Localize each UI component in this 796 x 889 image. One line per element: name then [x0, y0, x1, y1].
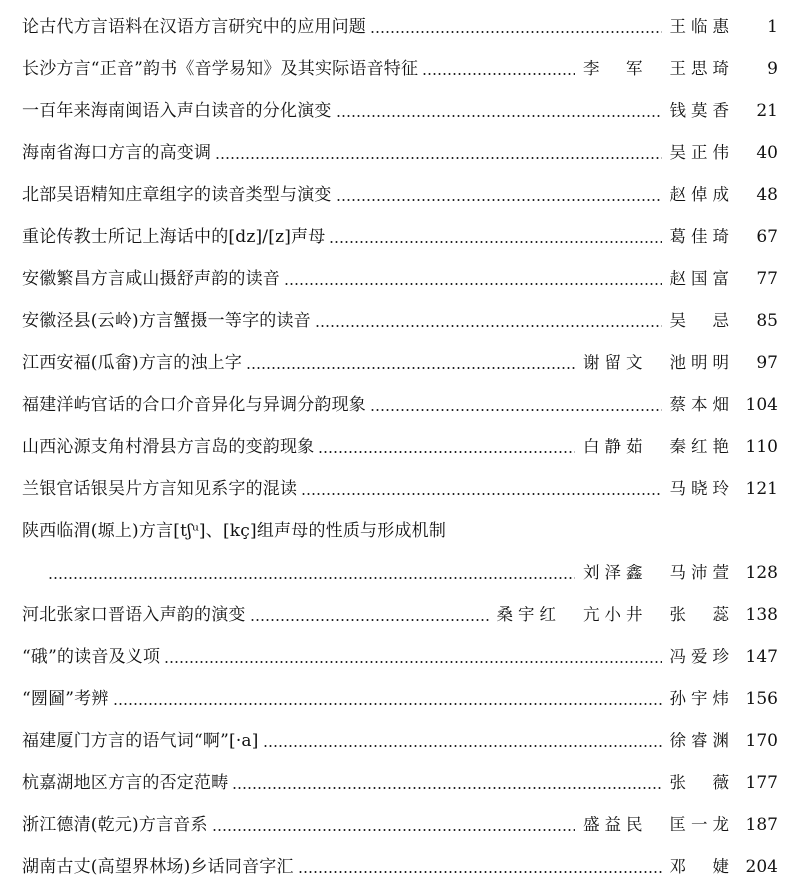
- page-number: 156: [745, 689, 778, 709]
- toc-entry: [22, 300, 778, 342]
- dot-leader: [246, 367, 575, 369]
- author-name: 池明明: [669, 353, 734, 372]
- author-name: 张 蕊: [669, 605, 734, 624]
- author-name: 谢留文: [583, 353, 648, 372]
- author-list: [583, 56, 734, 82]
- author-list: [497, 602, 735, 628]
- author-name: 钱莫香: [669, 101, 734, 120]
- author-name: 徐睿渊: [669, 731, 734, 750]
- author-list: [670, 14, 735, 40]
- toc-entry-row: [22, 392, 778, 418]
- toc-entry-row: [22, 140, 778, 166]
- author-list: [670, 224, 735, 250]
- author-name: 吴 忌: [669, 311, 734, 330]
- toc-entry-row: [22, 644, 778, 670]
- page-number: 121: [745, 479, 778, 499]
- author-name: 邓 婕: [669, 857, 734, 876]
- article-title: “硪”的读音及义项: [22, 647, 161, 667]
- dot-leader: [336, 199, 662, 201]
- page-number: 147: [745, 647, 778, 667]
- page-number: 138: [745, 605, 778, 625]
- toc-entry-row: [22, 98, 778, 124]
- dot-leader: [370, 31, 662, 33]
- page-number: 187: [745, 815, 778, 835]
- toc-entry-row: [22, 602, 778, 628]
- dot-leader: [48, 577, 575, 579]
- author-name: 吴正伟: [669, 143, 734, 162]
- dot-leader: [315, 325, 662, 327]
- toc-entry: [22, 216, 778, 258]
- page-number: 128: [745, 563, 778, 583]
- toc-entry-row: [22, 56, 778, 82]
- dot-leader: [284, 283, 662, 285]
- article-title: 一百年来海南闽语入声白读音的分化演变: [22, 101, 332, 121]
- dot-leader: [263, 745, 662, 747]
- article-title: 陕西临渭(塬上)方言[tʃᵘ]、[kç]组声母的性质与形成机制: [22, 521, 447, 541]
- article-title: 河北张家口晋语入声韵的演变: [22, 605, 246, 625]
- toc-entry-row: [22, 14, 778, 40]
- toc-entry: [22, 594, 778, 636]
- author-name: 葛佳琦: [669, 227, 734, 246]
- author-name: 张 薇: [669, 773, 734, 792]
- dot-leader: [232, 787, 661, 789]
- dot-leader: [250, 619, 489, 621]
- article-title: 长沙方言“正音”韵书《音学易知》及其实际语音特征: [22, 59, 419, 79]
- toc-entry: [22, 258, 778, 300]
- dot-leader: [422, 73, 575, 75]
- author-name: 冯爱珍: [669, 647, 734, 666]
- author-list: [670, 854, 735, 880]
- toc-entry: [22, 636, 778, 678]
- toc-entry: [22, 174, 778, 216]
- toc-entry: [22, 132, 778, 174]
- toc-entry-row: [22, 350, 778, 376]
- toc-entry-row: [22, 182, 778, 208]
- toc-entry: [22, 678, 778, 720]
- article-title: 安徽泾县(云岭)方言蟹摄一等字的读音: [22, 311, 311, 331]
- dot-leader: [298, 871, 662, 873]
- author-name: 秦红艳: [669, 437, 734, 456]
- article-title: 重论传教士所记上海话中的[dz]/[z]声母: [22, 227, 326, 247]
- author-list: [670, 644, 735, 670]
- page-number: 67: [756, 227, 778, 247]
- article-title: 江西安福(瓜畲)方言的浊上字: [22, 353, 243, 373]
- author-name: 刘泽鑫: [583, 563, 648, 582]
- author-list: [670, 476, 735, 502]
- author-name: 李 军: [583, 59, 648, 78]
- toc-entry: [22, 552, 778, 594]
- toc-entry-row: [44, 560, 778, 586]
- toc-entry-row: [22, 308, 778, 334]
- article-title: 论古代方言语料在汉语方言研究中的应用问题: [22, 17, 366, 37]
- dot-leader: [212, 829, 575, 831]
- page-number: 1: [767, 17, 778, 37]
- author-name: 赵倬成: [669, 185, 734, 204]
- author-name: 赵国富: [669, 269, 734, 288]
- article-title: 杭嘉湖地区方言的否定范畴: [22, 773, 229, 793]
- dot-leader: [113, 703, 662, 705]
- author-list: [670, 308, 735, 334]
- dot-leader: [336, 115, 662, 117]
- author-list: [670, 98, 735, 124]
- toc-entry: [22, 6, 778, 48]
- article-title: “圐圙”考辨: [22, 689, 109, 709]
- author-list: [670, 140, 735, 166]
- page-number: 170: [745, 731, 778, 751]
- toc-entry: [22, 762, 778, 804]
- toc-entry-row: [22, 224, 778, 250]
- author-name: 马沛萱: [669, 563, 734, 582]
- article-title: 海南省海口方言的高变调: [22, 143, 212, 163]
- toc-entry-row: [22, 812, 778, 838]
- author-list: [670, 728, 735, 754]
- dot-leader: [164, 661, 661, 663]
- toc-entry: [22, 468, 778, 510]
- toc-entry: [22, 846, 778, 888]
- toc-entry-row: [22, 518, 778, 544]
- toc-entry-row: [22, 266, 778, 292]
- toc-entry-row: [22, 476, 778, 502]
- toc-entry-row: [22, 770, 778, 796]
- author-list: [583, 560, 734, 586]
- author-name: 白静茹: [583, 437, 648, 456]
- dot-leader: [301, 493, 661, 495]
- toc-entry-row: [22, 854, 778, 880]
- page-number: 40: [756, 143, 778, 163]
- author-list: [670, 392, 735, 418]
- page-number: 204: [745, 857, 778, 877]
- page-number: 104: [745, 395, 778, 415]
- author-list: [670, 770, 735, 796]
- page-number: 48: [756, 185, 778, 205]
- toc-entry-row: [22, 686, 778, 712]
- dot-leader: [329, 241, 661, 243]
- author-name: 王思琦: [669, 59, 734, 78]
- author-list: [670, 266, 735, 292]
- toc-entry-row: [22, 434, 778, 460]
- author-name: 蔡本畑: [669, 395, 734, 414]
- toc-entry: [22, 804, 778, 846]
- article-title: 福建厦门方言的语气词“啊”[·a]: [22, 731, 259, 751]
- author-name: 桑宇红: [496, 605, 561, 624]
- author-list: [670, 686, 735, 712]
- article-title: 北部吴语精知庄章组字的读音类型与演变: [22, 185, 332, 205]
- toc-entry: [22, 48, 778, 90]
- author-list: [583, 434, 734, 460]
- page-number: 77: [756, 269, 778, 289]
- author-name: 盛益民: [583, 815, 648, 834]
- toc-entry: [22, 720, 778, 762]
- toc-entry: [22, 426, 778, 468]
- toc-entry: [22, 342, 778, 384]
- article-title: 浙江德清(乾元)方言音系: [22, 815, 208, 835]
- article-title: 山西沁源支角村滑县方言岛的变韵现象: [22, 437, 315, 457]
- page-number: 110: [745, 437, 778, 457]
- page-number: 85: [756, 311, 778, 331]
- dot-leader: [318, 451, 575, 453]
- article-title: 安徽繁昌方言咸山摄舒声韵的读音: [22, 269, 280, 289]
- toc-entry: [22, 384, 778, 426]
- author-name: 亢小井: [583, 605, 648, 624]
- author-name: 马晓玲: [669, 479, 734, 498]
- author-list: [583, 350, 734, 376]
- toc-entry-row: [22, 728, 778, 754]
- page-number: 9: [767, 59, 778, 79]
- article-title: 湖南古丈(高望界林场)乡话同音字汇: [22, 857, 294, 877]
- page-number: 177: [745, 773, 778, 793]
- toc-entry: [22, 90, 778, 132]
- article-title: 福建洋屿官话的合口介音异化与异调分韵现象: [22, 395, 366, 415]
- author-name: 王临惠: [669, 17, 734, 36]
- author-name: 孙宇炜: [669, 689, 734, 708]
- author-name: 匡一龙: [669, 815, 734, 834]
- page-number: 21: [756, 101, 778, 121]
- author-list: [670, 182, 735, 208]
- page-number: 97: [756, 353, 778, 373]
- toc-entry: [22, 510, 778, 552]
- dot-leader: [370, 409, 662, 411]
- dot-leader: [215, 157, 661, 159]
- author-list: [583, 812, 734, 838]
- article-title: 兰银官话银吴片方言知见系字的混读: [22, 479, 298, 499]
